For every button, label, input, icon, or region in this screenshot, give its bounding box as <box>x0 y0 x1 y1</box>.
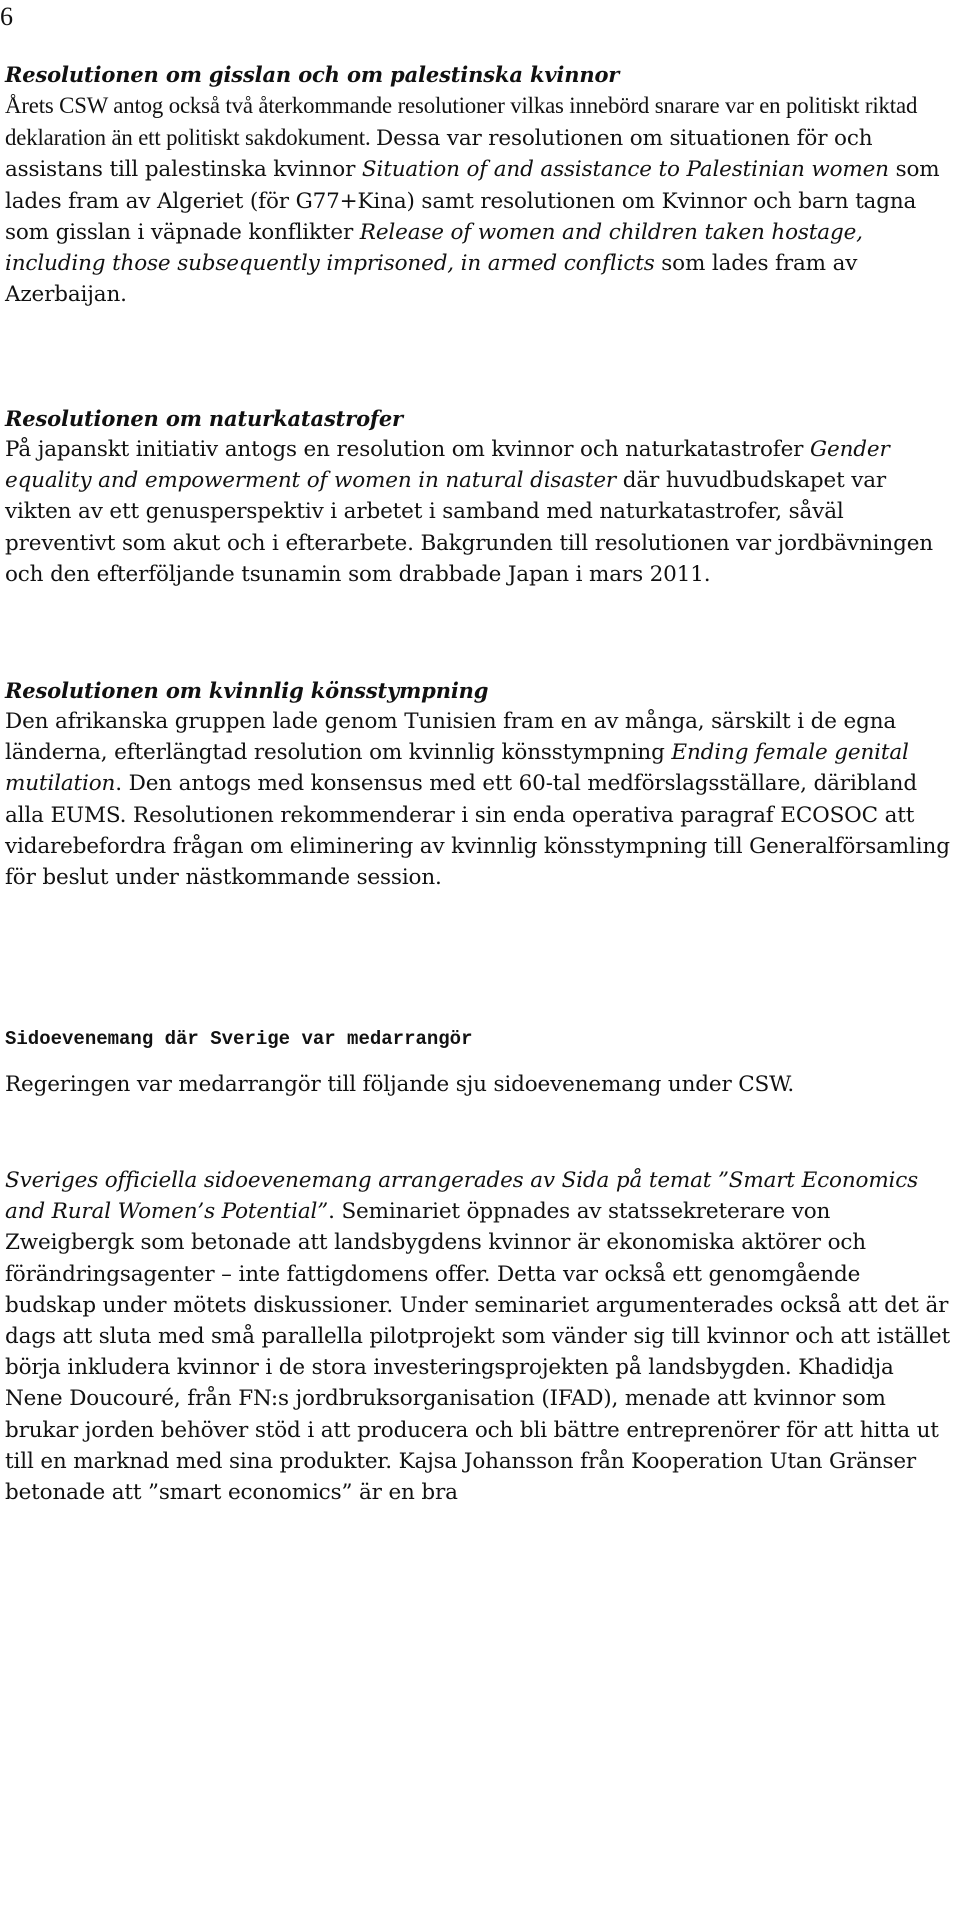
side-events-intro <box>5 1069 955 1100</box>
body-run: På japanskt initiativ antogs en resolution om kvinnor och naturkatastrofer <box>5 437 810 462</box>
section-body <box>5 434 955 590</box>
resolution-title: Situation of and assistance to Palestinian women <box>361 157 889 183</box>
resolution-title: Release of women and children taken hostage, including those subsequently imprisoned, in armed conflicts <box>5 219 863 277</box>
side-events-section <box>5 1165 955 1508</box>
section-heading: Resolutionen om gisslan och om palestinska kvinnor <box>5 62 620 87</box>
page-number: 6 <box>0 2 13 31</box>
section-heading: Resolutionen om kvinnlig könsstympning <box>5 678 489 703</box>
resolution-title: Ending female genital mutilation <box>5 740 909 797</box>
section-gisslan <box>5 60 955 310</box>
side-events-heading: Sidoevenemang där Sverige var medarrangör <box>5 1028 473 1050</box>
body-run: som lades fram av Algeriet (för G77+Kina) samt resolutionen om Kvinnor och barn tagna som gisslan i väpnade konflikter <box>5 157 940 245</box>
section-naturkatastrofer <box>5 404 955 590</box>
section-heading: Resolutionen om naturkatastrofer <box>5 406 403 431</box>
section-body <box>5 706 955 893</box>
body-run: Årets CSW antog också två återkommande resolutioner vilkas innebörd snarare var en politiskt riktad deklaration än ett politiskt sakdokument. <box>5 93 918 151</box>
body-run: där huvudbudskapet var vikten av ett genusperspektiv i arbetet i samband med naturkatastrofer, såväl preventivt som akut och i efterarbete. Bakgrunden till resolutionen var jordbävningen och den efterföljande tsunamin som drabbade Japan i mars 2011. <box>5 468 933 587</box>
body-run: Den afrikanska gruppen lade genom Tunisien fram en av många, särskilt i de egna länderna, efterlängtad resolution om kvinnlig könsstympning <box>5 709 897 766</box>
event-title: Sveriges officiella sidoevenemang arrangerades av Sida på temat ”Smart Economics and Rural Women’s Potential” <box>5 1168 919 1225</box>
section-body <box>5 90 955 310</box>
body-run: . Den antogs med konsensus med ett 60-tal medförslagsställare, däribland alla EUMS. Resolutionen rekommenderar i sin enda operativa paragraf ECOSOC att vidarebefordra frågan om eliminering av kvinnlig könsstympning till Generalförsamling för beslut under nästkommande session. <box>5 771 950 891</box>
body-run: Dessa var resolutionen om situationen för och assistans till palestinska kvinnor <box>5 126 873 183</box>
intro-text: Regeringen var medarrangör till följande sju sidoevenemang under CSW. <box>5 1072 795 1097</box>
body-run: som lades fram av Azerbaijan. <box>5 251 858 308</box>
section-konsstympning <box>5 676 955 893</box>
body-run: . Seminariet öppnades av statssekreterare von Zweigbergk som betonade att landsbygdens kvinnor är ekonomiska aktörer och förändringsagenter – inte fattigdomens offer. Detta var också ett genomgående budskap under mötets diskussioner. Under seminariet argumenterades också att det är dags att sluta med små parallella pilotprojekt som vänder sig till kvinnor och att istället börja inkludera kvinnor i de stora investeringsprojekten på landsbygden. Khadidja Nene Doucouré, från FN:s jordbruksorganisation (IFAD), menade att kvinnor som brukar jorden behöver stöd i att producera och bli bättre entreprenörer för att hitta ut till en marknad med sina produkter. Kajsa Johansson från Kooperation Utan Gränser betonade att ”smart economics” är en bra <box>5 1199 950 1506</box>
side-events-paragraph <box>5 1165 955 1508</box>
resolution-title: Gender equality and empowerment of women in natural disaster <box>5 437 890 494</box>
